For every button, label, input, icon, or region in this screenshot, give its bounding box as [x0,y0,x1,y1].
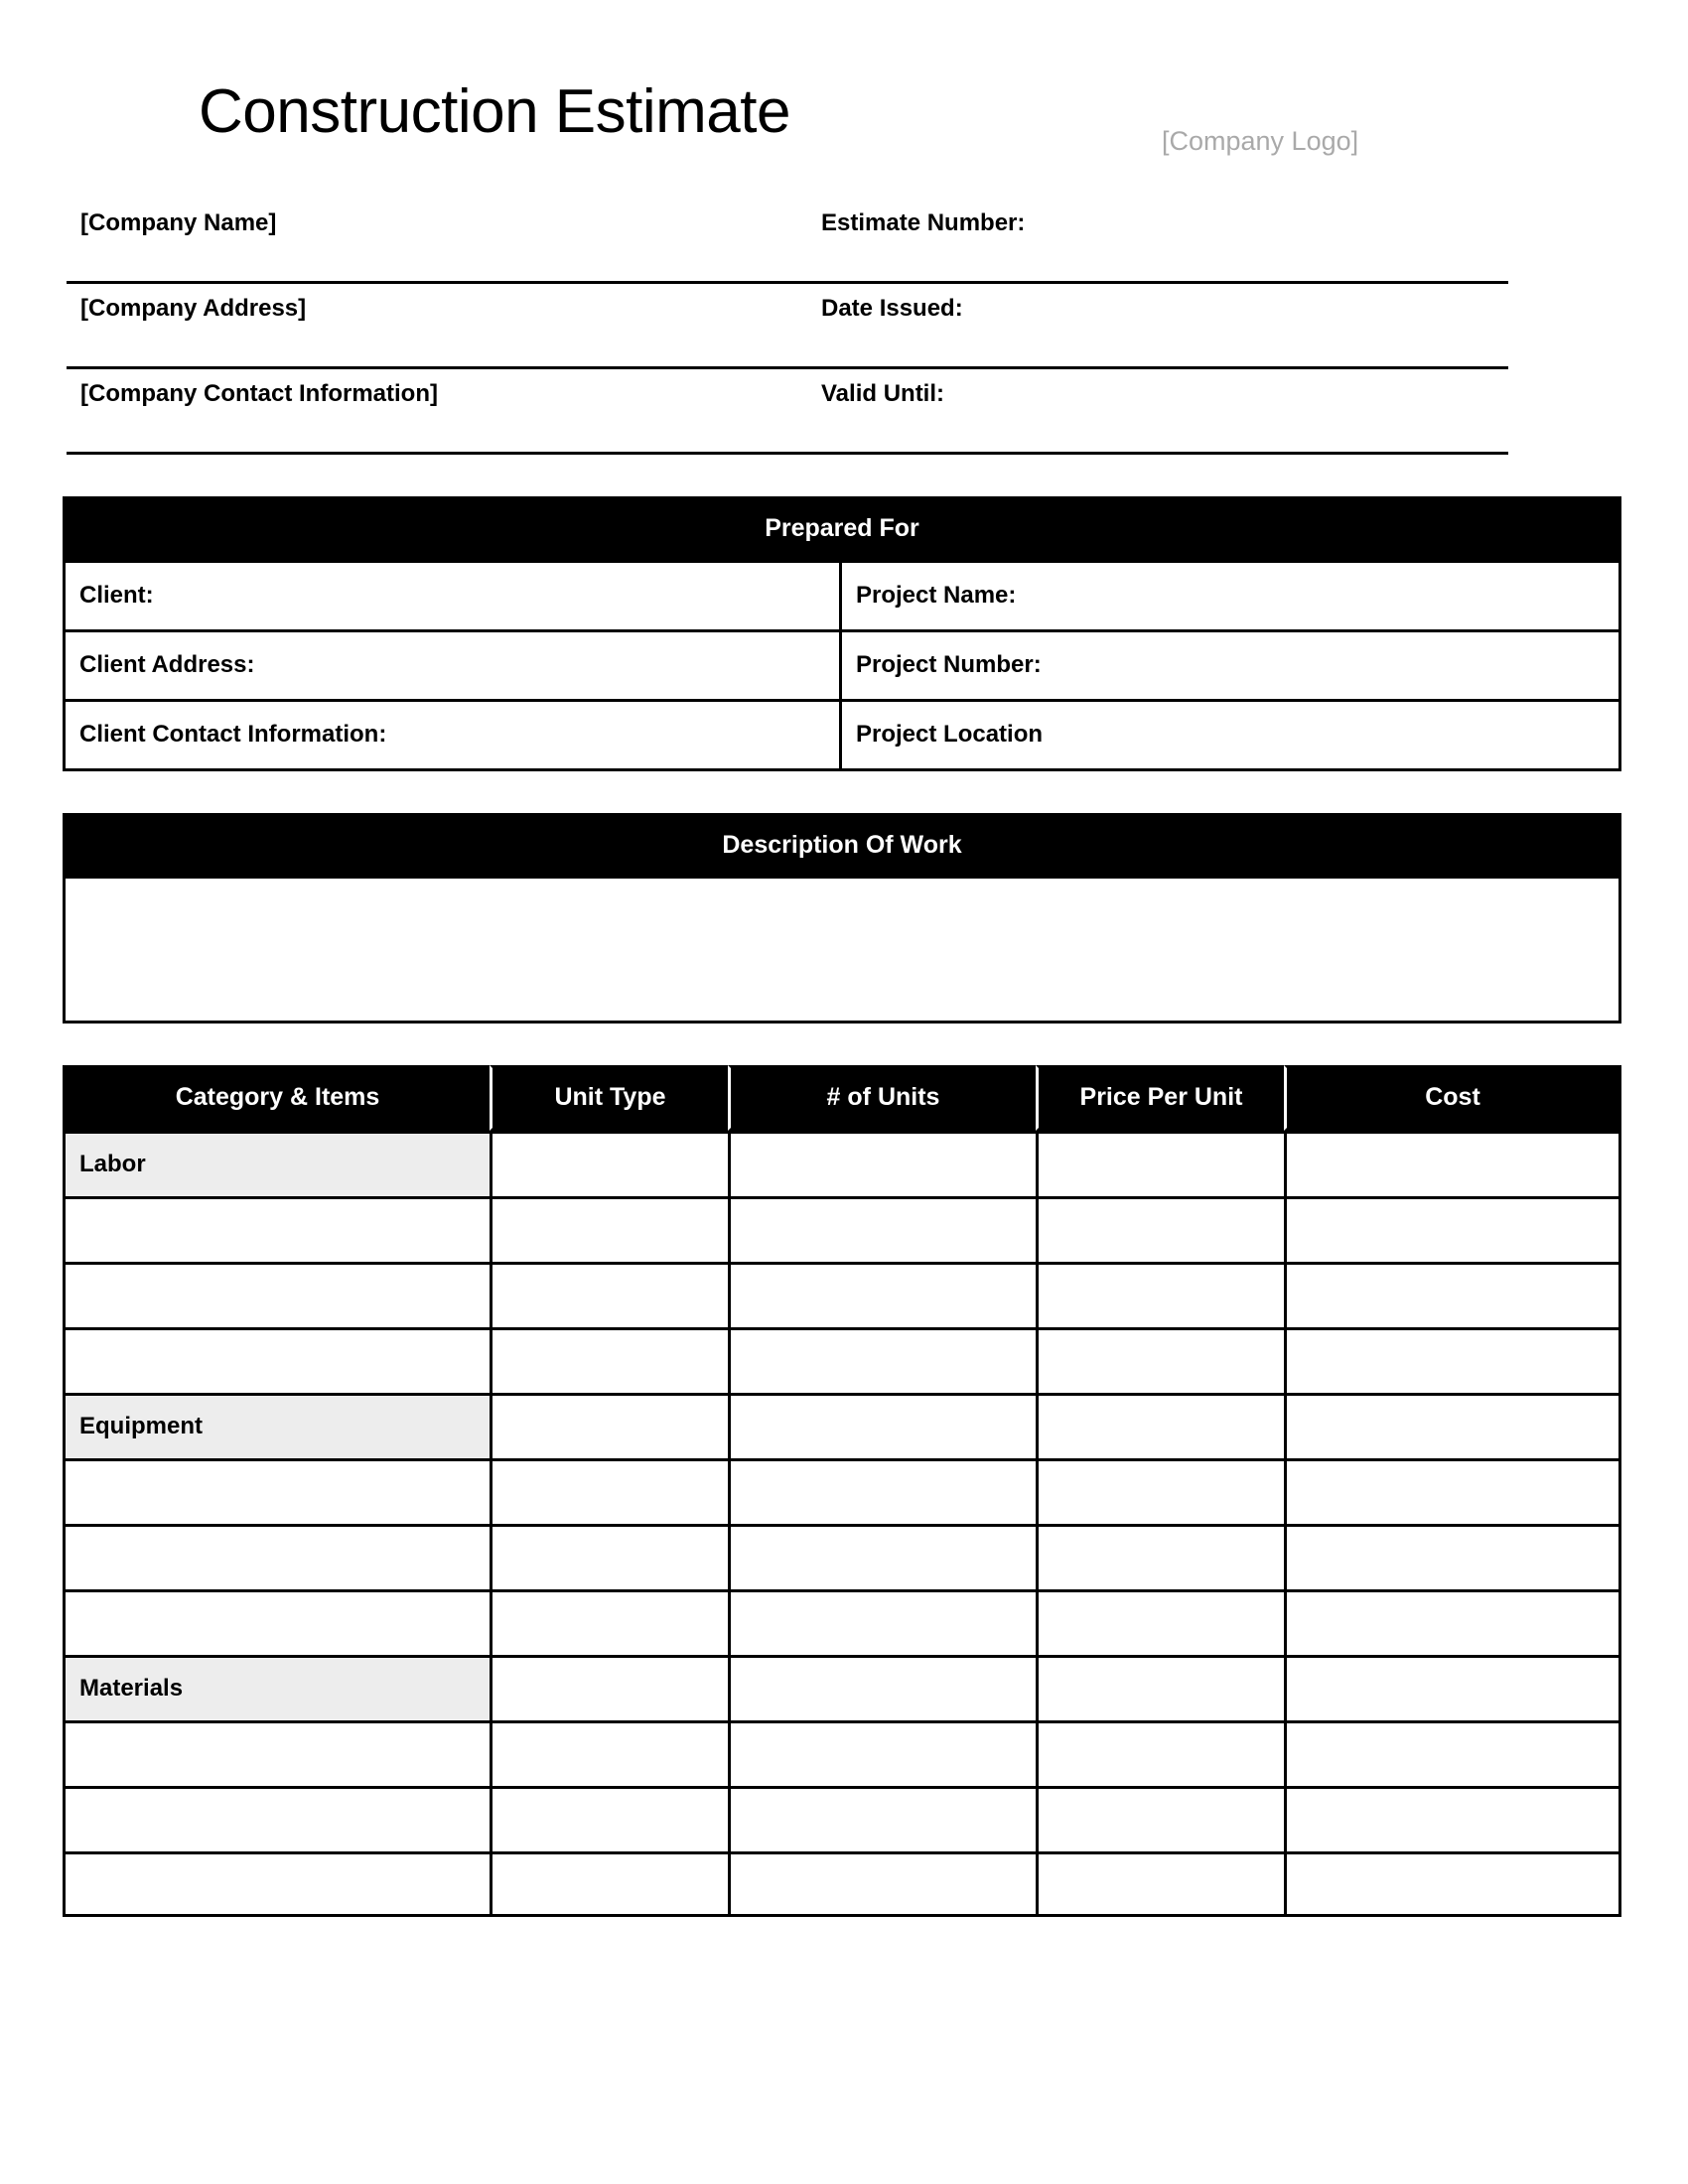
table-row [63,1524,1621,1589]
meta-row [67,199,1508,284]
meta-row [67,369,1508,455]
cell-cost[interactable] [1284,1196,1621,1262]
table-row [66,699,1618,768]
client-contact-label: Client Contact Information: [66,702,842,768]
cell-unit-type[interactable] [490,1851,728,1917]
table-row [63,1851,1621,1917]
cell-num-units[interactable] [728,1524,1036,1589]
cell-price-per-unit[interactable] [1036,1589,1284,1655]
company-meta-block [67,199,1508,455]
cell-cost[interactable] [1284,1524,1621,1589]
category-label-materials: Materials [63,1655,490,1720]
category-row-equipment [63,1393,1621,1458]
table-row [63,1458,1621,1524]
cell-cost[interactable] [1284,1589,1621,1655]
cell-price-per-unit[interactable] [1036,1655,1284,1720]
cell-num-units[interactable] [728,1589,1036,1655]
column-header-num-units: # of Units [728,1065,1036,1131]
title-band [63,0,1625,199]
cell-category-item[interactable] [63,1786,490,1851]
table-row [63,1589,1621,1655]
category-label-labor: Labor [63,1131,490,1196]
cell-price-per-unit[interactable] [1036,1327,1284,1393]
category-row-labor [63,1131,1621,1196]
meta-row [67,284,1508,369]
category-label-equipment: Equipment [63,1393,490,1458]
cell-category-item[interactable] [63,1851,490,1917]
table-row [66,629,1618,699]
cell-num-units[interactable] [728,1262,1036,1327]
cell-unit-type[interactable] [490,1262,728,1327]
table-row [63,1786,1621,1851]
cell-cost[interactable] [1284,1458,1621,1524]
cell-num-units[interactable] [728,1131,1036,1196]
table-header-row [63,1065,1621,1131]
column-header-unit-type: Unit Type [490,1065,728,1131]
cell-num-units[interactable] [728,1655,1036,1720]
cell-price-per-unit[interactable] [1036,1131,1284,1196]
cell-cost[interactable] [1284,1786,1621,1851]
page-title: Construction Estimate [199,77,790,146]
cell-cost[interactable] [1284,1720,1621,1786]
column-header-cost: Cost [1284,1065,1621,1131]
cell-num-units[interactable] [728,1851,1036,1917]
cell-category-item[interactable] [63,1327,490,1393]
cell-category-item[interactable] [63,1458,490,1524]
cell-num-units[interactable] [728,1720,1036,1786]
client-address-label: Client Address: [66,632,842,699]
cell-category-item[interactable] [63,1262,490,1327]
table-row [63,1196,1621,1262]
cell-num-units[interactable] [728,1196,1036,1262]
cell-unit-type[interactable] [490,1196,728,1262]
table-row [63,1262,1621,1327]
cell-unit-type[interactable] [490,1131,728,1196]
cell-cost[interactable] [1284,1131,1621,1196]
cell-price-per-unit[interactable] [1036,1524,1284,1589]
cell-unit-type[interactable] [490,1589,728,1655]
table-row [63,1720,1621,1786]
cell-num-units[interactable] [728,1786,1036,1851]
cell-num-units[interactable] [728,1458,1036,1524]
company-contact-label: [Company Contact Information] [80,380,438,407]
cell-price-per-unit[interactable] [1036,1786,1284,1851]
date-issued-label: Date Issued: [821,295,963,322]
cell-unit-type[interactable] [490,1458,728,1524]
cell-category-item[interactable] [63,1524,490,1589]
cell-price-per-unit[interactable] [1036,1851,1284,1917]
cell-price-per-unit[interactable] [1036,1196,1284,1262]
table-row [63,1327,1621,1393]
client-label: Client: [66,563,842,629]
company-name-label: [Company Name] [80,209,277,236]
cell-unit-type[interactable] [490,1720,728,1786]
column-header-price-per-unit: Price Per Unit [1036,1065,1284,1131]
cell-category-item[interactable] [63,1196,490,1262]
prepared-for-heading: Prepared For [66,499,1618,560]
description-of-work-section [63,813,1621,1024]
cell-category-item[interactable] [63,1720,490,1786]
column-header-category: Category & Items [63,1065,490,1131]
company-address-label: [Company Address] [80,295,307,322]
cell-unit-type[interactable] [490,1524,728,1589]
cell-unit-type[interactable] [490,1655,728,1720]
cell-cost[interactable] [1284,1851,1621,1917]
cell-cost[interactable] [1284,1393,1621,1458]
cell-price-per-unit[interactable] [1036,1458,1284,1524]
cell-num-units[interactable] [728,1327,1036,1393]
description-of-work-input[interactable] [66,876,1618,1021]
description-of-work-heading: Description Of Work [66,816,1618,877]
cell-unit-type[interactable] [490,1786,728,1851]
cell-unit-type[interactable] [490,1393,728,1458]
project-name-label: Project Name: [856,581,1017,609]
line-items-table [63,1065,1621,1917]
category-row-materials [63,1655,1621,1720]
estimate-number-label: Estimate Number: [821,209,1026,236]
company-logo-placeholder: [Company Logo] [1162,126,1359,156]
cell-price-per-unit[interactable] [1036,1720,1284,1786]
cell-cost[interactable] [1284,1655,1621,1720]
prepared-for-section [63,496,1621,771]
cell-num-units[interactable] [728,1393,1036,1458]
table-row [66,560,1618,629]
cell-price-per-unit[interactable] [1036,1262,1284,1327]
project-number-label: Project Number: [856,650,1042,678]
project-location-label: Project Location [856,720,1044,748]
cell-cost[interactable] [1284,1327,1621,1393]
cell-cost[interactable] [1284,1262,1621,1327]
cell-category-item[interactable] [63,1589,490,1655]
cell-unit-type[interactable] [490,1327,728,1393]
valid-until-label: Valid Until: [821,380,945,407]
cell-price-per-unit[interactable] [1036,1393,1284,1458]
